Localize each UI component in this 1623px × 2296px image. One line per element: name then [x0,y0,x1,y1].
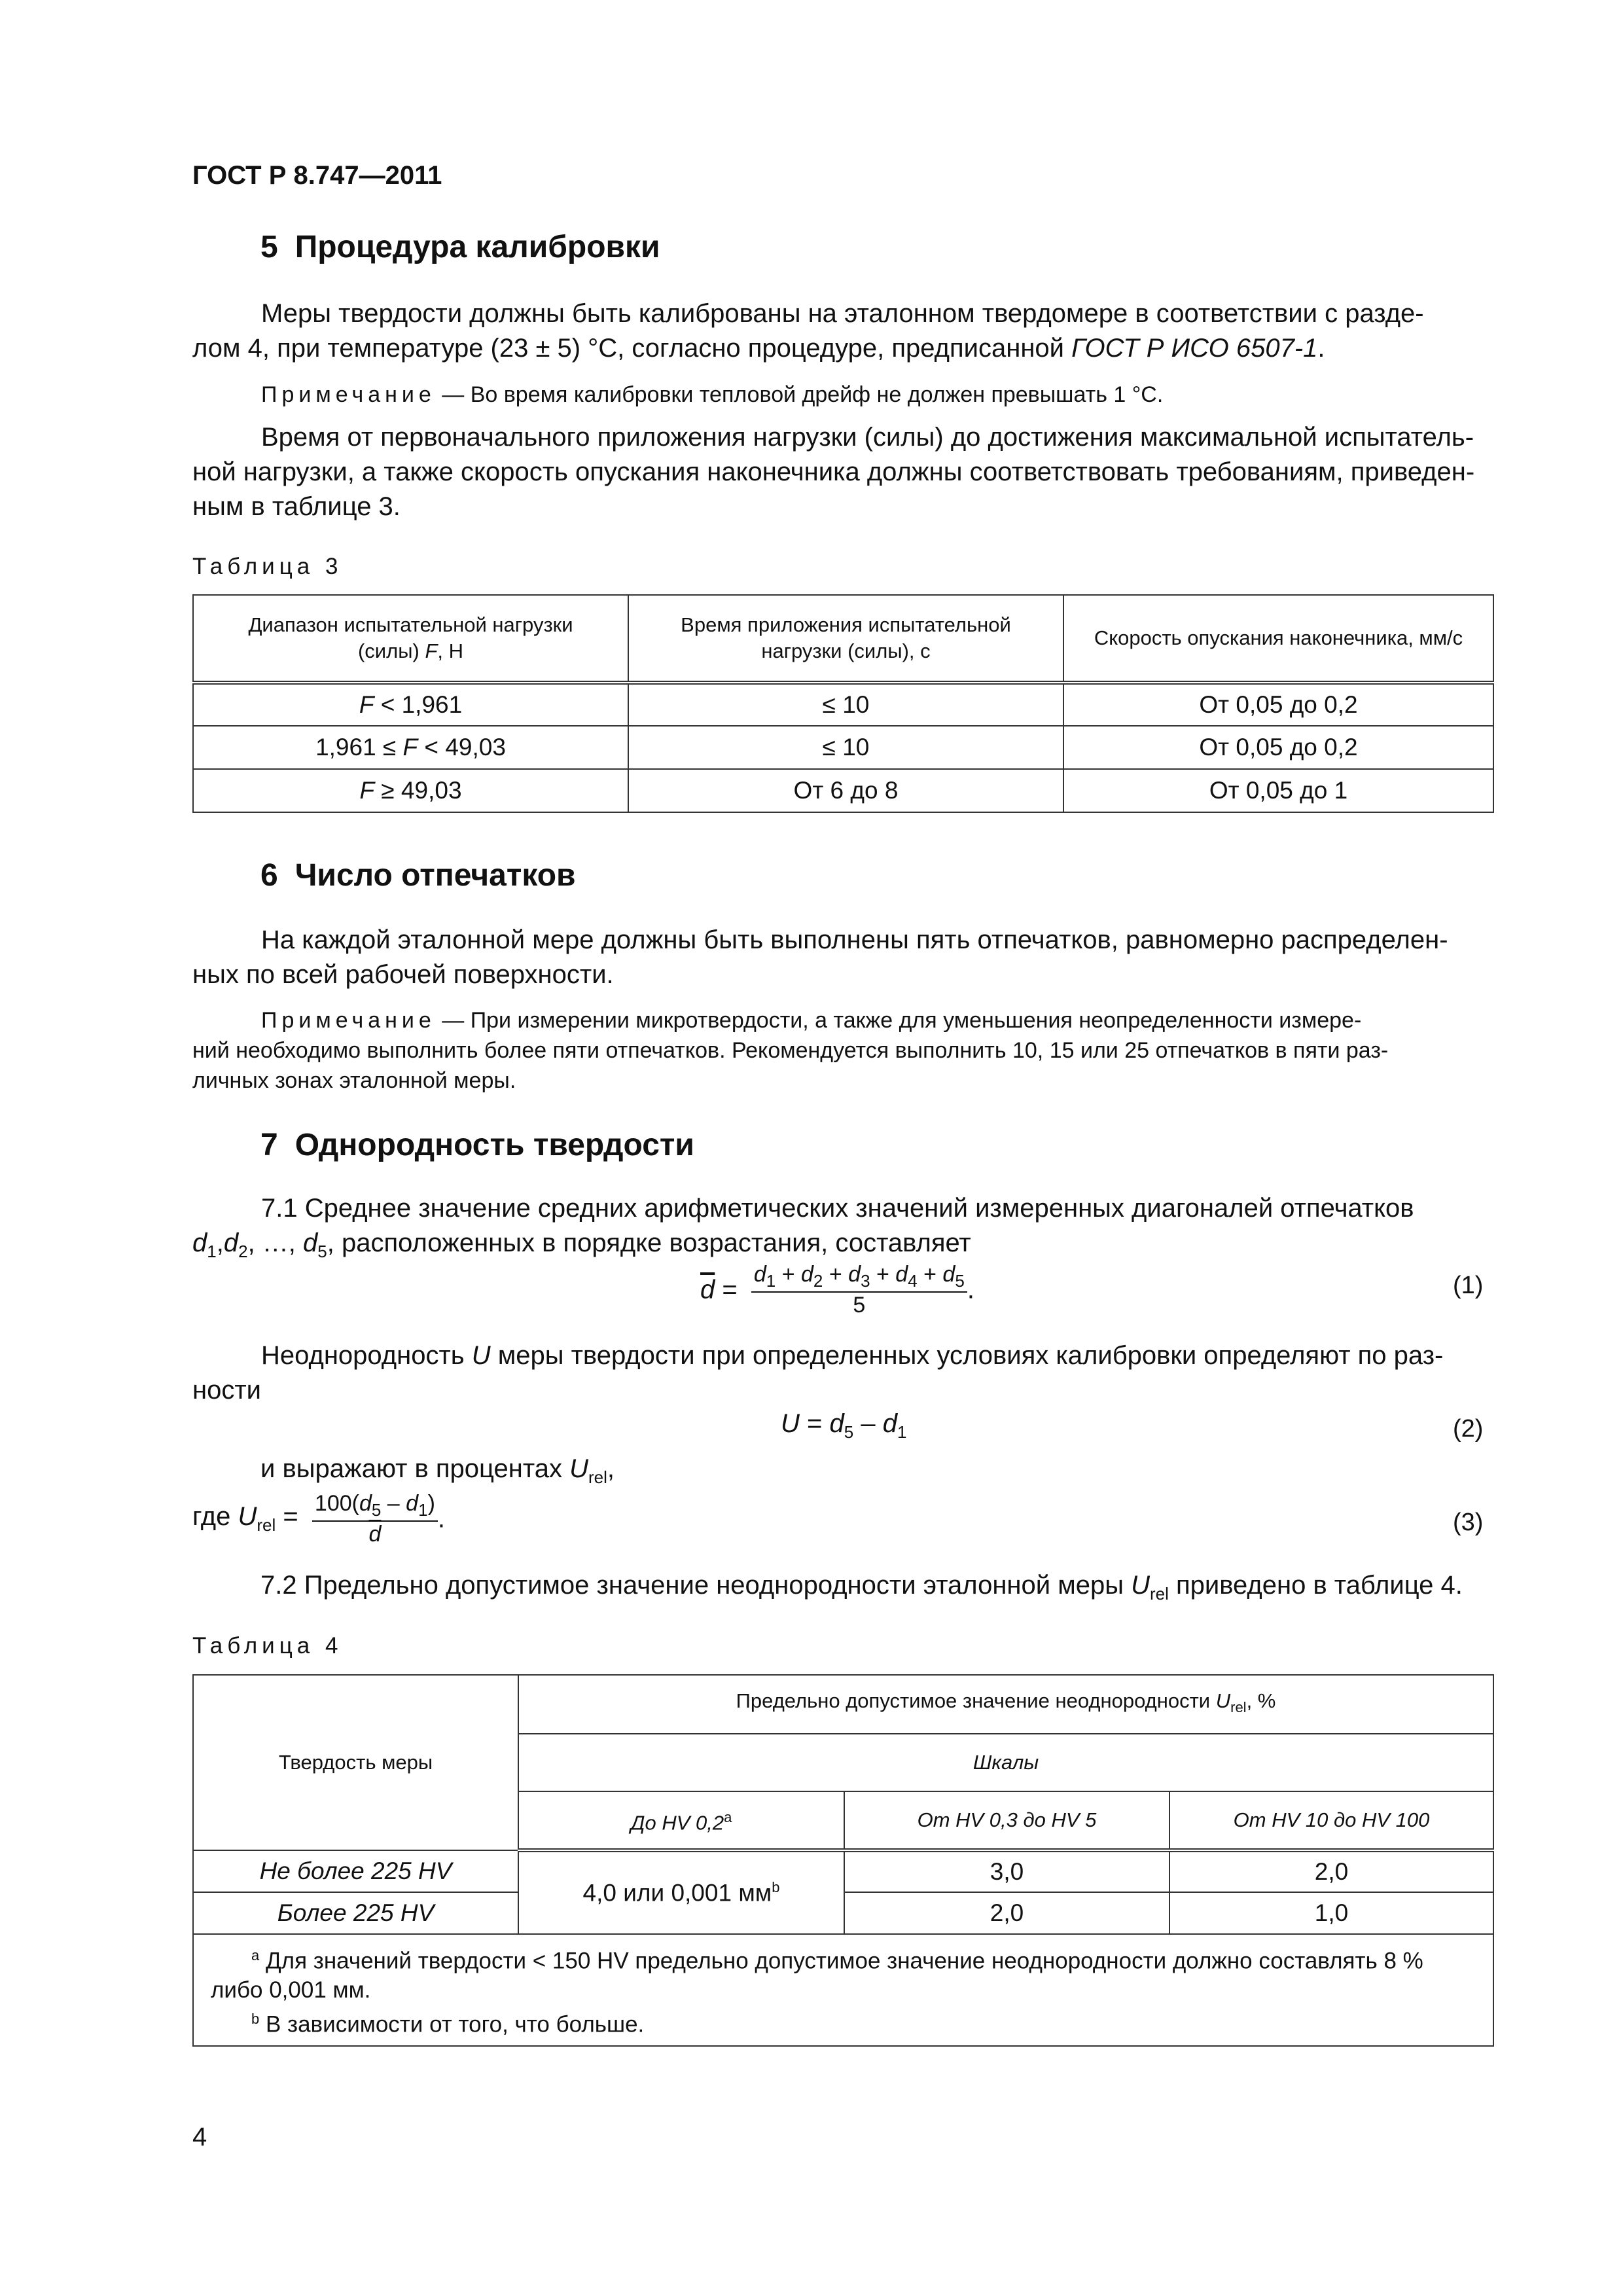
section-title: Число отпечатков [294,858,576,893]
table-4 [192,1674,1494,2047]
table-4-header-limit: Предельно допустимое значение неоднородности $U_{rel}$, % [518,1675,1493,1734]
section-title: Процедура калибровки [294,230,660,264]
table-4-caption: Таблица 4 [192,1633,343,1659]
table-3-caption: Таблица 3 [192,554,343,579]
table-row: Более 225 HV 2,0 1,0 [193,1892,1493,1934]
document-header: ГОСТ Р 8.747—2011 [192,161,442,190]
table-row: 1,961 ≤ F < 49,03 ≤ 10 От 0,05 до 0,2 [193,726,1493,769]
table-4-footnotes: $^a$ Для значений твердости < 150 HV предельно допустимое значение неоднородности должно составлять 8 % либо 0,001 мм. $^b$ В зависимости от того, что больше. [193,1934,1493,2046]
paragraph-7-2: 7.2 Предельно допустимое значение неоднородности эталонной меры $U_{rel}$ приведено в таблице 4. [260,1571,1463,1604]
section-5-heading [260,229,660,265]
formula-1-number: (1) [1453,1272,1484,1299]
table-4-header-hardness: Твердость меры [193,1675,518,1850]
section-6-paragraph: На каждой эталонной мере должны быть выполнены пять отпечатков, равномерно распределен- ных по всей рабочей поверхности. [192,925,1448,989]
section-number: 6 [260,858,278,893]
page-number: 4 [192,2123,207,2151]
section-5-note: Примечание — Во время калибровки тепловой дрейф не должен превышать 1 °С. [261,382,1164,407]
paragraph-nonuniformity: Неоднородность U меры твердости при определенных условиях калибровки определяют по раз- ности [192,1341,1444,1405]
section-5-paragraph-1: Меры твердости должны быть калиброваны на эталонном твердомере в соответствии с разде- лом 4, при температуре (23 ± 5) °С, согласно процедуре, предписанной ГОСТ Р ИСО 6507-1. [192,299,1424,363]
section-number: 7 [260,1128,278,1162]
table-4-header-scale-2: От HV 0,3 до HV 5 [844,1791,1169,1850]
note-label: Примечание [261,1008,436,1033]
table-4-header-scales: Шкалы [518,1734,1493,1791]
formula-2: $U = d_5 - d_1$ [781,1409,907,1442]
table-4-header-scale-1: До HV 0,2$^a$ [518,1791,844,1850]
table-4-merged-cell: 4,0 или 0,001 $мм^b$ [518,1850,844,1934]
section-6-heading [260,857,576,893]
table-row: Не более 225 HV 4,0 или 0,001 $мм^b$ 3,0 2,0 [193,1850,1493,1892]
table-3-header-load-range: Диапазон испытательной нагрузки (силы) F, Н [193,595,628,683]
formula-1: $\overline{d}$ = $\frac{d_1 + d_2 + d_3 + d_4 + d_5}{5}$ . [700,1262,974,1318]
table-3-header-row [193,595,1493,683]
table-3-header-indenter-speed: Скорость опускания наконечника, мм/с [1063,595,1493,683]
formula-3-number: (3) [1453,1509,1484,1536]
table-3 [192,594,1494,813]
table-3-header-application-time: Время приложения испытательной нагрузки (силы), с [628,595,1063,683]
table-4-header-row-1 [193,1675,1493,1734]
section-title: Однородность твердости [294,1128,694,1162]
table-row: F ≥ 49,03 От 6 до 8 От 0,05 до 1 [193,769,1493,812]
paragraph-7-1: 7.1 Среднее значение средних арифметических значений измеренных диагоналей отпечатков $d_1,d_2$, …, $d_5$, расположенных в порядке возрастания, составляет [192,1194,1414,1261]
table-4-footnotes-row [193,1934,1493,2046]
paragraph-relative: и выражают в процентах $U_{rel}$, [260,1454,615,1487]
formula-2-number: (2) [1453,1415,1484,1443]
note-label: Примечание [261,382,436,407]
formula-3: где $U_{rel}$ = $\frac{100(d_5 - d_1)}{d}$ . [192,1491,446,1547]
section-7-heading [260,1127,694,1163]
table-row: F < 1,961 ≤ 10 От 0,05 до 0,2 [193,683,1493,726]
standard-reference: ГОСТ Р ИСО 6507-1 [1071,334,1318,363]
section-5-paragraph-2: Время от первоначального приложения нагрузки (силы) до достижения максимальной испытатель- ной нагрузки, а также скорость опускания наконечника должны соответствовать требованиям, приведен- ным в таблице 3. [192,423,1475,521]
section-6-note: Примечание — При измерении микротвердости, а также для уменьшения неопределенности измере- ний необходимо выполнить более пяти отпечатков. Рекомендуется выполнить 10, 15 или 25 отпечатков в пяти раз- личных зонах эталонной меры. [192,1008,1389,1093]
table-4-header-scale-3: От HV 10 до HV 100 [1169,1791,1493,1850]
section-number: 5 [260,230,278,264]
